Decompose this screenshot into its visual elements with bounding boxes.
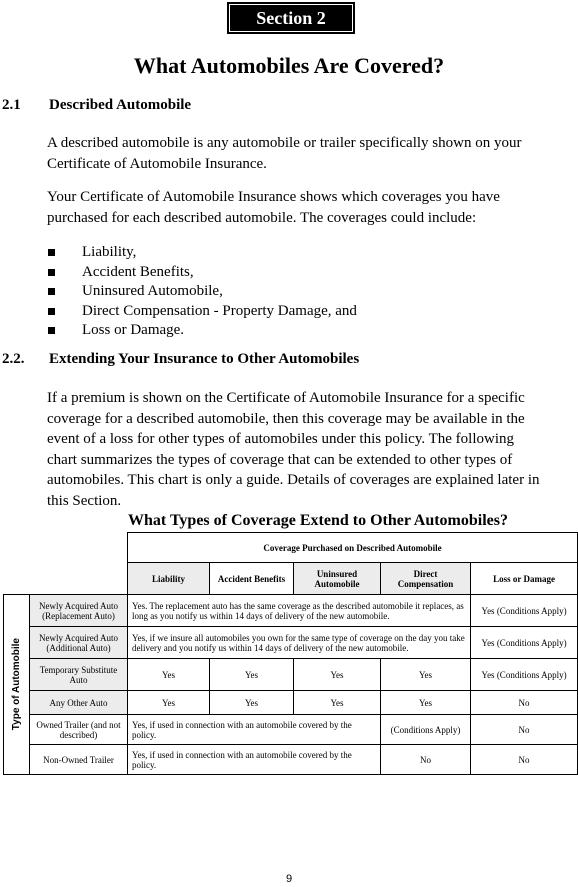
table-cell: Yes xyxy=(128,659,210,691)
table-cell: Yes xyxy=(210,659,294,691)
table-cell: Yes (Conditions Apply) xyxy=(471,595,578,627)
column-header-liability: Liability xyxy=(128,563,210,595)
table-title: What Types of Coverage Extend to Other Automobiles? xyxy=(128,512,508,529)
row-header: Any Other Auto xyxy=(30,691,128,715)
row-header: Newly Acquired Auto (Replacement Auto) xyxy=(30,595,128,627)
paragraph-coverages-intro: Your Certificate of Automobile Insurance shows which coverages you have purchased for each described automobile. The coverages could include: xyxy=(47,189,500,226)
table-cell: No xyxy=(471,745,578,775)
column-header-loss-or-damage: Loss or Damage xyxy=(471,563,578,595)
table-cell: Yes xyxy=(381,659,471,691)
row-header: Non-Owned Trailer xyxy=(30,745,128,775)
bullet-square-icon xyxy=(48,308,55,315)
heading-2-2 xyxy=(2,351,562,371)
table-cell: Yes, if used in connection with an automobile covered by the policy. xyxy=(128,745,381,775)
bullet-item: Loss or Damage. xyxy=(47,321,357,341)
bullet-square-icon xyxy=(48,327,55,334)
heading-2-1-text: Described Automobile xyxy=(49,97,192,113)
bullet-item: Uninsured Automobile, xyxy=(47,282,357,302)
row-header: Newly Acquired Auto (Additional Auto) xyxy=(30,627,128,659)
table-cell: Yes. The replacement auto has the same coverage as the described automobile it replaces, as long as you notify us within 14 days of delivery of the new automobile. xyxy=(128,595,471,627)
section-badge xyxy=(227,2,355,34)
coverage-table xyxy=(3,532,578,775)
column-header-direct-compensation: Direct Compensation xyxy=(381,563,471,595)
bullet-square-icon xyxy=(48,269,55,276)
row-group-label-cell xyxy=(4,595,30,775)
coverage-bullet-list xyxy=(47,243,357,341)
table-cell: Yes xyxy=(128,691,210,715)
row-header: Owned Trailer (and not described) xyxy=(30,715,128,745)
table-cell: No xyxy=(471,715,578,745)
heading-2-2-number: 2.2. xyxy=(2,351,25,367)
section-badge-label: Section 2 xyxy=(229,4,353,32)
bullet-item: Liability, xyxy=(47,243,357,263)
table-cell: No xyxy=(381,745,471,775)
table-cell: Yes (Conditions Apply) xyxy=(471,659,578,691)
bullet-item: Accident Benefits, xyxy=(47,263,357,283)
paragraph-extending-insurance: If a premium is shown on the Certificate of Automobile Insurance for a specific coverage for a described automobile, then this coverage may be available in the event of a loss for other types of automobiles under this policy. The following chart summarizes the types of coverage that can be extended to other types of automobiles. This chart is only a guide. Details of coverages are explained later in this Section. xyxy=(47,390,540,509)
table-cell: Yes xyxy=(294,691,381,715)
coverage-group-header: Coverage Purchased on Described Automobile xyxy=(128,533,578,563)
table-cell: (Conditions Apply) xyxy=(381,715,471,745)
table-cell: Yes, if we insure all automobiles you own for the same type of coverage on the day you take delivery and you notify us within 14 days of delivery of the new automobile. xyxy=(128,627,471,659)
table-cell: Yes xyxy=(210,691,294,715)
table-cell: Yes (Conditions Apply) xyxy=(471,627,578,659)
heading-2-1 xyxy=(2,97,562,117)
row-header: Temporary Substitute Auto xyxy=(30,659,128,691)
table-cell: No xyxy=(471,691,578,715)
page-number: 9 xyxy=(285,873,293,885)
column-header-uninsured: Uninsured Automobile xyxy=(294,563,381,595)
page-title: What Automobiles Are Covered? xyxy=(133,53,445,78)
table-cell: Yes xyxy=(294,659,381,691)
table-cell: Yes, if used in connection with an automobile covered by the policy. xyxy=(128,715,381,745)
column-header-accident-benefits: Accident Benefits xyxy=(210,563,294,595)
paragraph-described-automobile: A described automobile is any automobile or trailer specifically shown on your Certificate of Automobile Insurance. xyxy=(47,135,522,172)
bullet-item: Direct Compensation - Property Damage, and xyxy=(47,302,357,322)
type-of-automobile-label: Type of Automobile xyxy=(10,638,22,731)
table-cell: Yes xyxy=(381,691,471,715)
bullet-square-icon xyxy=(48,288,55,295)
heading-2-2-text: Extending Your Insurance to Other Automobiles xyxy=(49,351,360,367)
bullet-square-icon xyxy=(48,249,55,256)
heading-2-1-number: 2.1 xyxy=(2,97,21,113)
